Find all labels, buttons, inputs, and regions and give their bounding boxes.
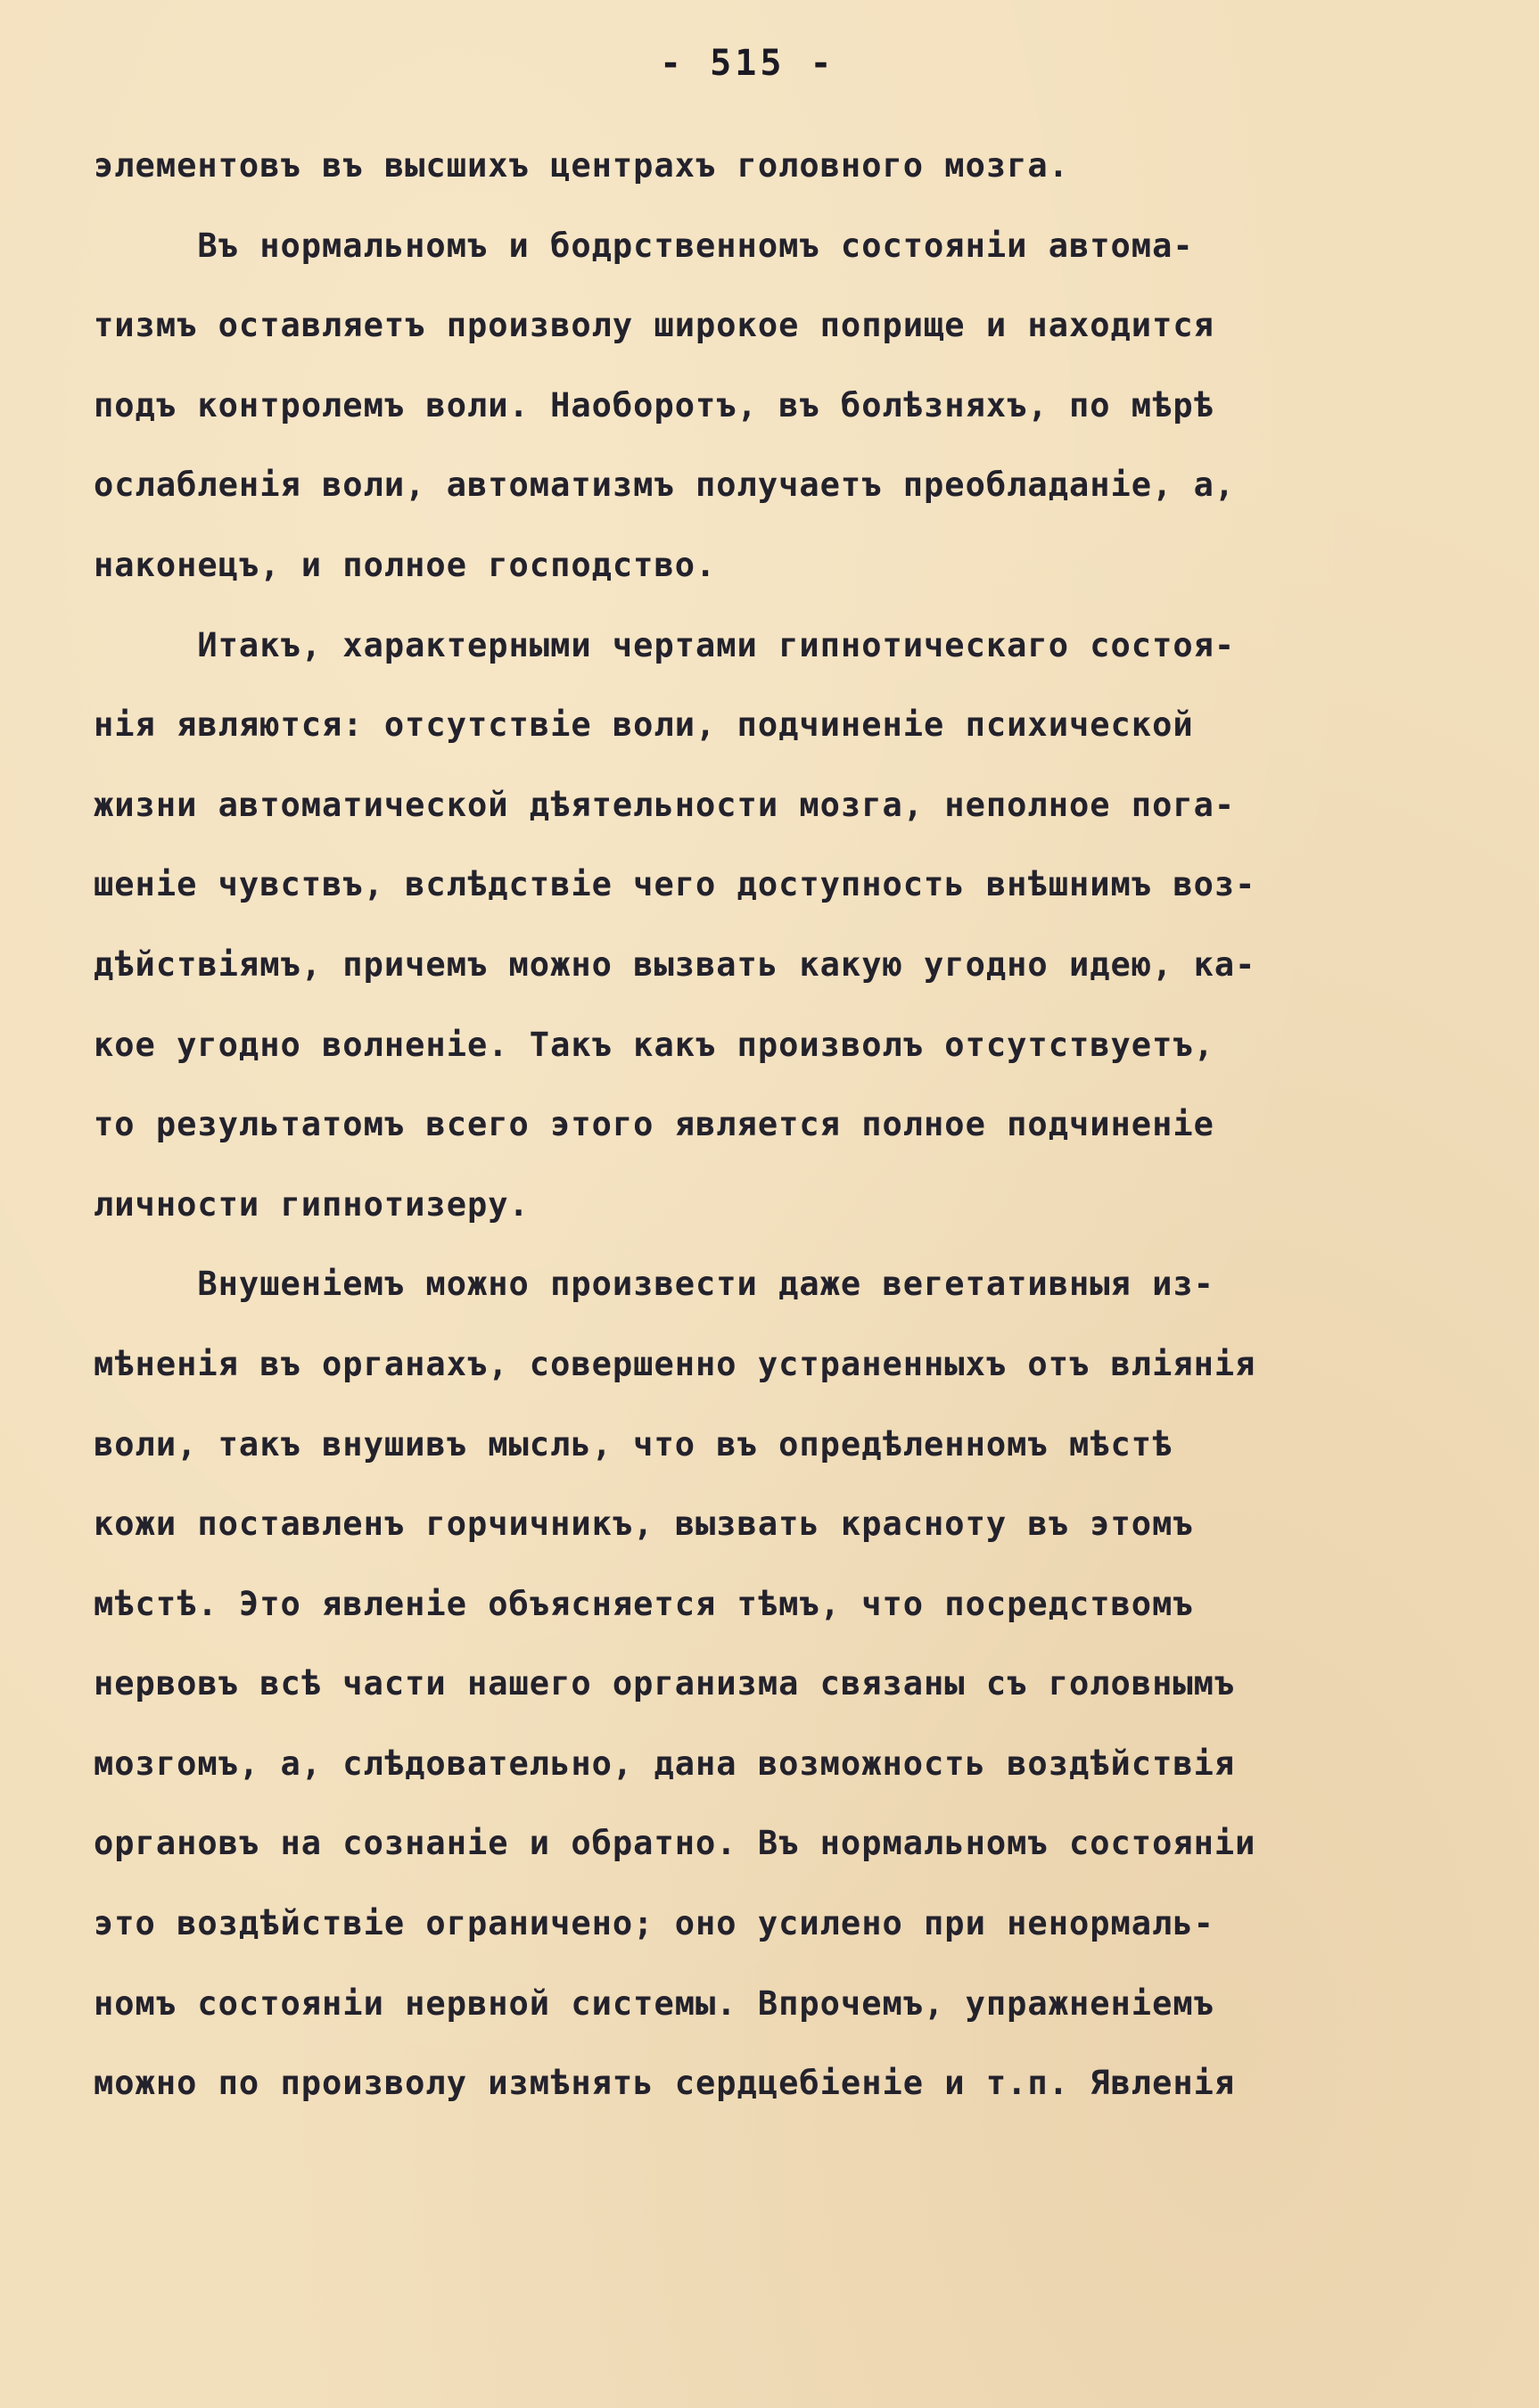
text-line: тизмъ оставляетъ произволу широкое поприще и находится — [94, 306, 1214, 345]
text-line: мѣстѣ. Это явленiе объясняется тѣмъ, что посредствомъ — [94, 1584, 1194, 1623]
text-line: кожи поставленъ горчичникъ, вызвать красноту въ этомъ — [94, 1505, 1194, 1544]
body-text — [94, 143, 1485, 2140]
text-line: личности гипнотизеру. — [94, 1184, 530, 1224]
text-line: можно по произволу измѣнять сердцебiенiе и т.п. Явленiя — [94, 2064, 1236, 2103]
text-line: шенiе чувствъ, вслѣдствiе чего доступность внѣшнимъ воз- — [94, 865, 1256, 904]
text-line: то результатомъ всего этого является полное подчиненiе — [94, 1105, 1214, 1144]
text-line: наконецъ, и полное господство. — [94, 545, 717, 584]
text-line: мозгомъ, а, слѣдовательно, дана возможность воздѣйствiя — [94, 1744, 1236, 1783]
text-line: нервовъ всѣ части нашего организма связаны съ головнымъ — [94, 1664, 1236, 1703]
text-line: дѣйствiямъ, причемъ можно вызвать какую угодно идею, ка- — [94, 944, 1256, 984]
page-number: - 515 - — [660, 43, 835, 84]
text-line: элементовъ въ высшихъ центрахъ головного мозга. — [94, 146, 1069, 185]
text-line: органовъ на сознанiе и обратно. Въ нормальномъ состоянiи — [94, 1824, 1256, 1863]
text-line: воли, такъ внушивъ мысль, что въ опредѣленномъ мѣстѣ — [94, 1424, 1173, 1464]
text-line: номъ состоянiи нервной системы. Впрочемъ, упражненiемъ — [94, 1983, 1214, 2023]
text-line: ослабленiя воли, автоматизмъ получаетъ преобладанiе, а, — [94, 466, 1236, 505]
text-line: нiя являются: отсутствiе воли, подчиненiе психической — [94, 705, 1194, 745]
text-line: Въ нормальномъ и бодрственномъ состоянiи автома- — [94, 226, 1194, 265]
text-line: это воздѣйствiе ограничено; оно усилено при ненормаль- — [94, 1904, 1214, 1943]
text-line: кое угодно волненiе. Такъ какъ произволъ отсутствуетъ, — [94, 1025, 1214, 1064]
text-line: мѣненiя въ органахъ, совершенно устраненныхъ отъ влiянiя — [94, 1344, 1256, 1383]
text-line: Внушенiемъ можно произвести даже вегетативныя из- — [94, 1265, 1214, 1304]
text-line: жизни автоматической дѣятельности мозга, неполное пога- — [94, 785, 1236, 824]
text-line: подъ контролемъ воли. Наоборотъ, въ болѣзняхъ, по мѣрѣ — [94, 385, 1214, 425]
text-line: Итакъ, характерными чертами гипнотическаго состоя- — [94, 625, 1236, 664]
